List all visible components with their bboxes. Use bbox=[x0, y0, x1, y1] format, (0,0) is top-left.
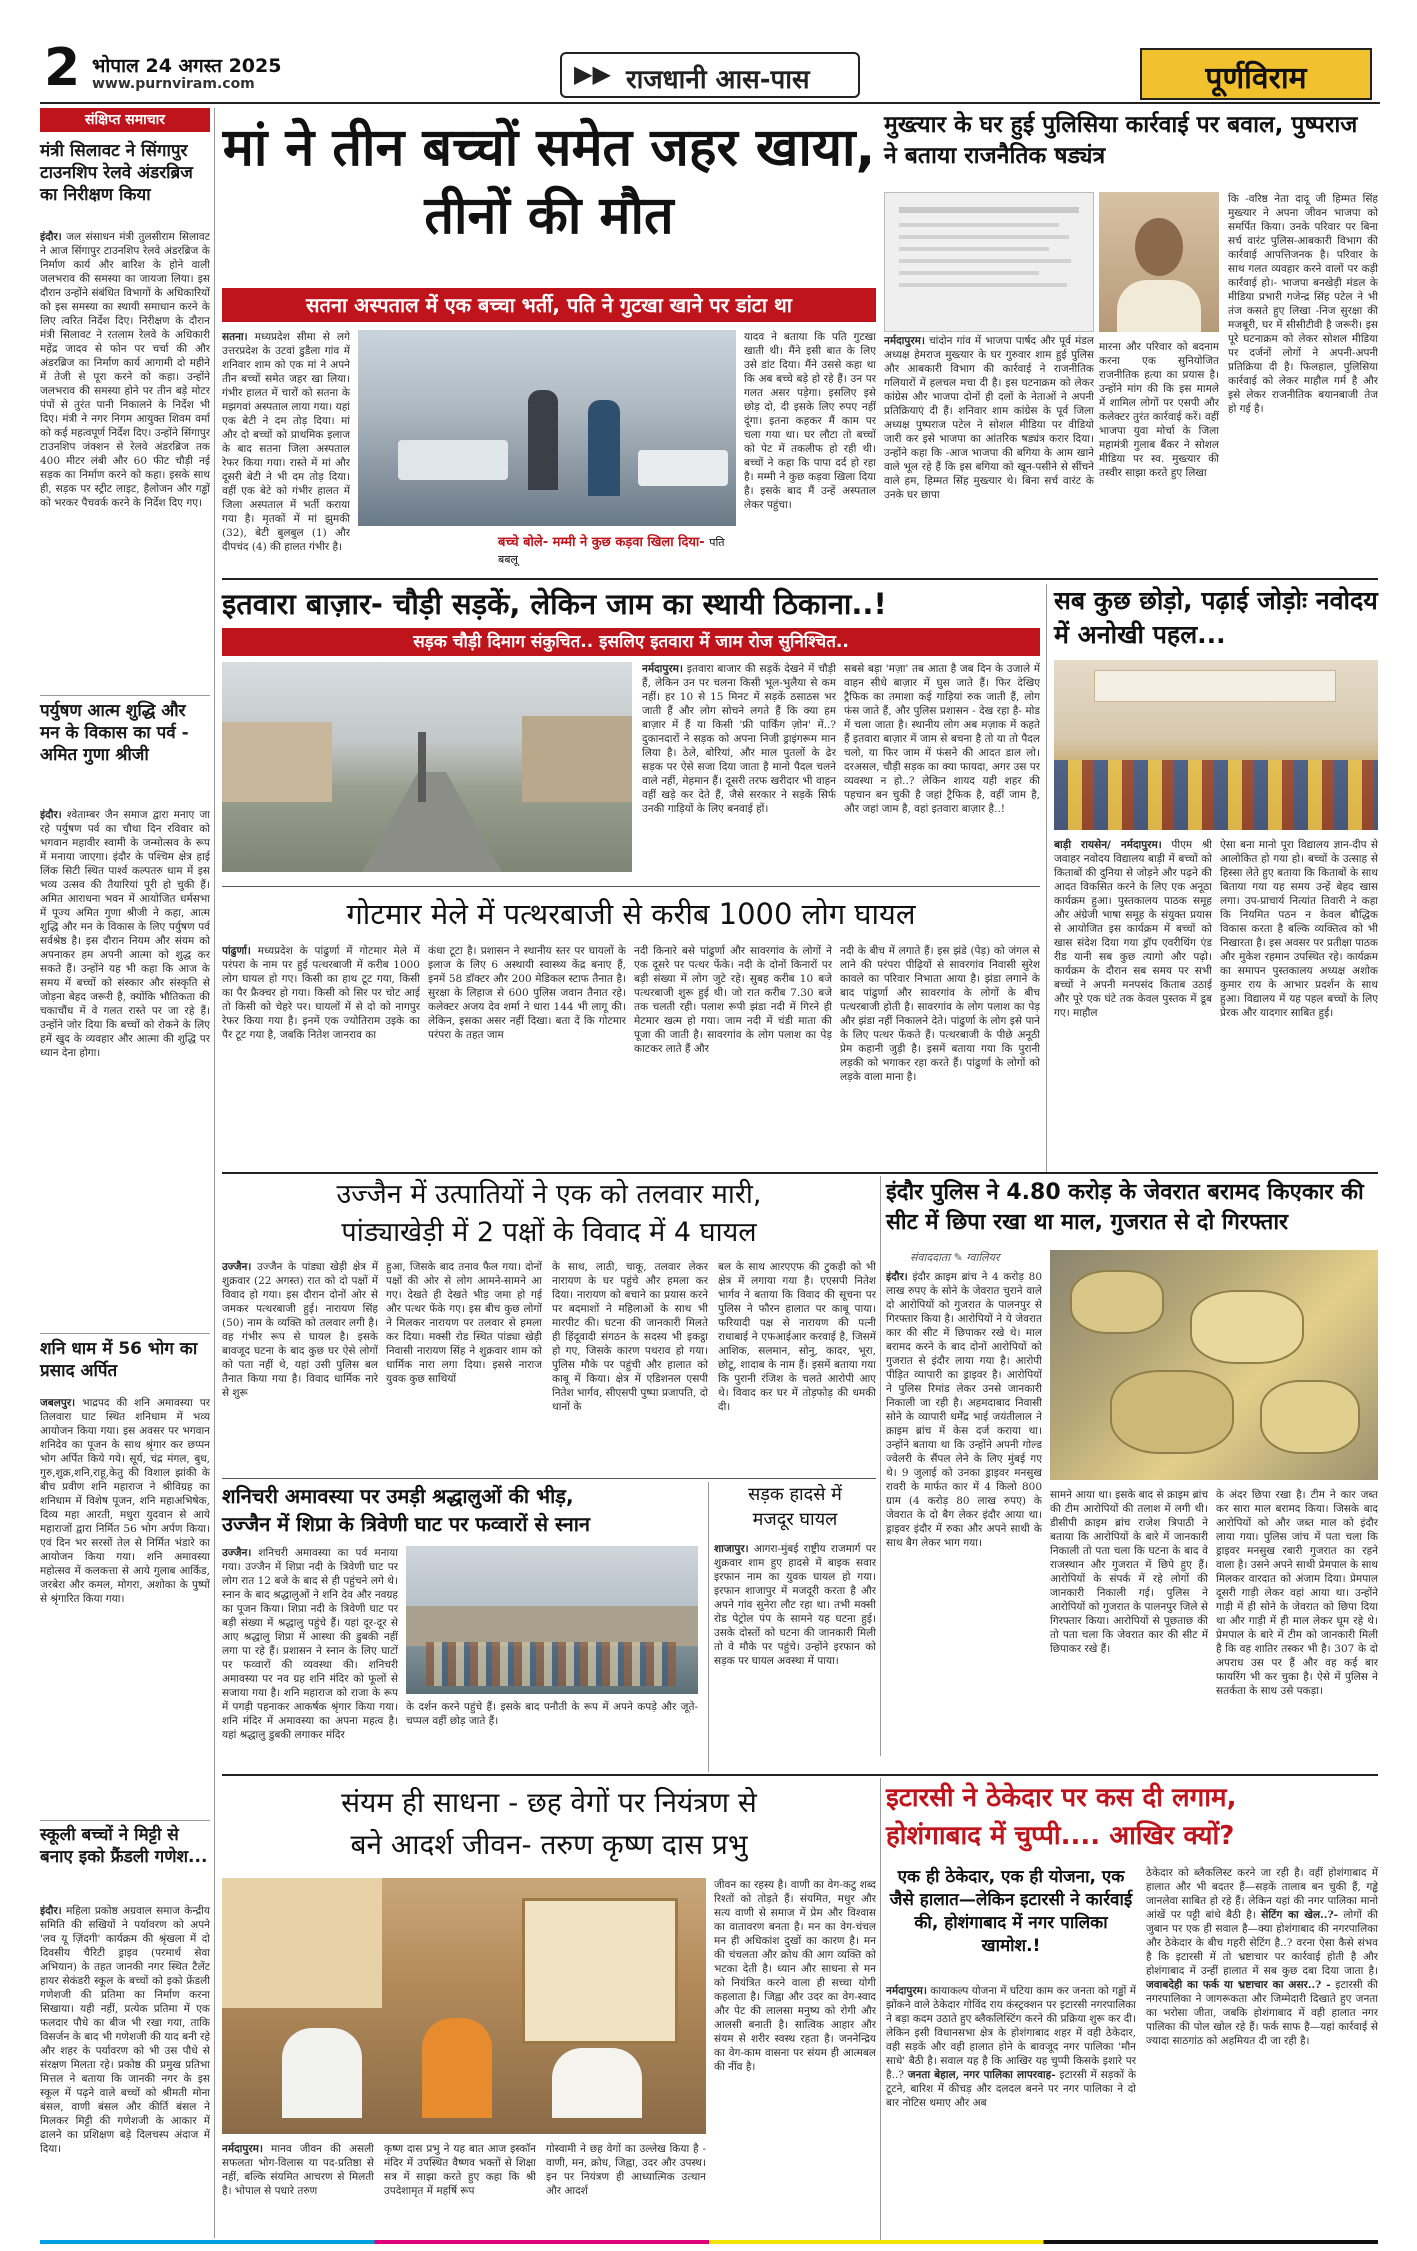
column-rule bbox=[708, 1482, 709, 1772]
poison-col1: सतना। मध्यप्रदेश सीमा से लगे उत्तरप्रदेश के उटवां डुडैला गांव में शनिवार शाम को एक मां ने अपने तीन बच्चों समेत जहर खा लिया। गंभीर हालत में चारों को सतना के मझगवां अस्पताल लाया गया। यहां एक बेटी ने दम तोड़ दिया। मां और दो बच्चों को प्राथमिक इलाज के बाद सतना जिला अस्पताल रेफर किया गया। रास्ते में मां और दूसरी बेटी ने भी दम तोड़ दिया। वहीं एक बेटे को गंभीर हालत में जिला अस्पताल में भर्ती कराया गया है। मृतकों में मां झुमकी (32), बेटी बुलबुल (1) और दीपचंद (4) की हालत गंभीर है। bbox=[222, 331, 350, 553]
headline[interactable]: मुख्त्यार के घर हुई पुलिसिया कार्रवाई पर बवाल, पुष्पराज ने बताया राजनैतिक षड्यंत्र bbox=[884, 112, 1358, 169]
itarsi-col1: नर्मदापुरम। कायाकल्प योजना में घटिया काम कर जनता को गड्ढों में झोंकने वाले ठेकेदार गोविंद राय कंस्ट्रक्शन पर इटारसी नगरपालिका ने बड़ा कदम उठाते हुए ब्लैकलिस्टिंग करने की प्रक्रिया शुरू कर दी। लेकिन इसी विधानसभा क्षेत्र के होशंगाबाद शहर में वही ठेकेदार, वही सड़कें और वही हालात होने के बावजूद नगर पालिका 'मौन साधे' बैठी है। सवाल यह है कि आखिर यह चुप्पी किसके इशारे पर है..? जनता बेहाल, नगर पालिका लापरवाह- इटारसी में सड़कों के टूटने, बारिश में कीचड़ और दलदल बनने पर नगर पालिका ने दो बार नोटिस थमाए और अब bbox=[886, 1985, 1136, 2109]
photo-caption bbox=[498, 534, 738, 568]
indore-col2: सामने आया था। इसके बाद से क्राइम ब्रांच की टीम आरोपियों की तलाश में लगी थी। डीसीपी क्राइम ब्रांच राजेश त्रिपाठी ने बताया कि आरोपियों के बारे में जानकारी निकाली तो पता चला कि घटना के बाद वे राजस्थान और गुजरात में छिपे हुए हैं। आरोपियों के संपर्क में रहे लोगों की जानकारी निकाली गई। पुलिस ने आरोपियों को गुजरात के पालनपुर जिले से गिरफ्तार किया। आरोपियों से पूछताछ की तो पता चला कि जेवरात कार की सीट में छिपाकर रखे हैं। bbox=[1050, 1489, 1208, 1655]
itwara-col2: सबसे बड़ा 'मज़ा' तब आता है जब दिन के उजाले में वाहन सीधे बाज़ार में घुस जाते हैं। फिर देखिए ट्रैफिक का तमाशा कई गाड़ियां रुक जाती हैं, लोग फंस जाते हैं, और पुलिस प्रशासन - देख रहा है- मोड में चला जाता है। स्थानीय लोग अब मज़ाक में कहते हैं इतवारा बाज़ार में जाम से बचना है तो या तो पैदल चलो, या फिर जाम में फंसने की आदत डाल लो। दरअसल, चौड़ी सड़क का क्या फायदा, अगर उस पर व्यवस्था न हो..? लेकिन शायद यही शहर की पहचान बन चुकी है जहां ट्रैफिक है, वहीं जाम है, और जहां जाम है, वहां इतवारा बाज़ार है..! bbox=[844, 663, 1040, 815]
section-title: राजधानी आस-पास bbox=[626, 65, 810, 95]
ujjain-col3: के साथ, लाठी, चाकू, तलवार लेकर नारायण के घर पहुंचे और हमला कर दिया। नारायण को बचाने का प्रयास करने पर बदमाशों ने महिलाओं के साथ भी मारपीट की। घटना की जानकारी मिलते ही हिंदूवादी संगठन के सदस्य भी इकट्ठा हो गए, जिसके कारण पथराव हो गया। पुलिस मौके पर पहुंची और हालात को काबू में किया। क्षेत्र में एडिशनल एसपी नितेश भार्गव, सीएसपी पुष्पा प्रजापति, दो थानों के bbox=[552, 1261, 708, 1413]
sidebar-divider bbox=[40, 1820, 210, 1821]
row-divider bbox=[222, 1774, 1378, 1776]
navodaya-col2: ऐसा बना मानो पूरा विद्यालय ज्ञान-दीप से आलोकित हो गया हो। बच्चों के उत्साह से हिस्सा लेते हुए बताया कि किताबों के साथ बिताया गया यह समय उन्हें बेहद खास लगा। उप-प्राचार्य नित्यांत तिवारी ने कहा कि नियमित पठन न केवल बौद्धिक विकास करता है बल्कि व्यक्तित्व को भी निखारता है। इस अवसर पर प्रतीक्षा पाठक और मुकेश रहमान उपस्थित रहे। कार्यक्रम का समापन पुस्तकालय अध्यक्ष अशोक कुमार राय के आभार प्रदर्शन के साथ हुआ। विद्यालय में यह पहल बच्चों के लिए प्रेरक और यादगार साबित हुई। bbox=[1220, 839, 1378, 1019]
sidebar-divider bbox=[40, 1333, 210, 1334]
caption-text: बच्चे बोले- मम्मी ने कुछ कड़वा खिला दिया- bbox=[498, 535, 705, 550]
subhead: सड़क चौड़ी दिमाग संकुचित.. इसलिए इतवारा में जाम रोज सुनिश्चित.. bbox=[222, 628, 1040, 656]
students-photo bbox=[1054, 660, 1378, 830]
headline-line1[interactable]: शनिचरी अमावस्या पर उमड़ी श्रद्धालुओं की भीड़, bbox=[222, 1484, 574, 1508]
brand-name: पूर्णविराम bbox=[1205, 61, 1307, 96]
headline[interactable]: इंदौर पुलिस ने 4.80 करोड़ के जेवरात बरामद किएकार की सीट में छिपा रखा था माल, गुजरात से दो गिरफ्तार bbox=[886, 1180, 1364, 1235]
police-col3: कि -वरिष्ठ नेता दादू जी हिम्मत सिंह मुख्त्यार ने अपना जीवन भाजपा को समर्पित किया। उनके परिवार पर बिना सर्च वारंट पुलिस-आबकारी विभाग की कार्रवाई आपत्तिजनक है। परिवार के साथ गलत व्यवहार करने वालों पर कड़ी कार्रवाई हो।- भाजपा बनखेड़ी मंडल के मीडिया प्रभारी गजेन्द्र सिंह पटेल ने भी तंज कसते हुए लिखा -निज सुरक्षा की मजबूरी, घर में सीसीटीवी है जरूरी। इस पूरे घटनाक्रम को लेकर सोशल मीडिया पर दर्जनों लोगों ने अपनी-अपनी प्रतिक्रिया दी है। फिलहाल, पुलिसिया कार्रवाई को लेकर माहौल गर्म है और इसे लेकर राजनीतिक बयानबाजी तेज हो गई है। bbox=[1228, 193, 1378, 415]
brief-news-sidebar bbox=[40, 108, 210, 2238]
sidebar-story1-body: इंदौर। जल संसाधन मंत्री तुलसीराम सिलावट ने आज सिंगापुर टाउनशिप रेलवे अंडरब्रिज के निर्माण कार्य और बारिश के होने वाली जलभराव की समस्या का जायजा लिया। इस दौरान उन्होंने संबंधित विभागों के अधिकारियों को इस समस्या का स्थायी समाधान करने के लिए त्वरित निर्देश दिए। निरीक्षण के दौरान मंत्री सिलावट ने रतलाम रेलवे के अधिकारी महेंद्र जादव से फोन पर चर्चा की और अंडरब्रिज का निर्माण कार्य आगामी दो महीने में तेजी से पूरा करने को कहा। उन्होंने जलभराव की समस्या होने पर तीन बड़े मोटर पंपों से तुरंत पानी निकालने के निर्देश भी दिए। मंत्री ने नगर निगम आयुक्त शिवम वर्मा को कई महत्वपूर्ण निर्देश दिए। उन्होंने सिंगापुर टाउनशिप जंक्शन से रेलवे अंडरब्रिज तक 400 मीटर लंबी और 60 फीट चौड़ी नई सड़क का निर्माण करने को कहा। इसके साथ ही, सड़क पर स्ट्रीट लाइट, हैलोजन और गड्ढों को भरकर पैचवर्क करने के निर्देश दिए गए। bbox=[40, 231, 210, 509]
gotmar-col1: पांढुर्णा। मध्यप्रदेश के पांढुर्णा में गोटमार मेले में परंपरा के नाम पर हुई पत्थरबाजी में करीब 1000 लोग घायल हो गए। किसी का हाथ टूट गया, किसी का पैर फ्रैक्चर हो गया। किसी को सिर पर चोट आई तो किसी को चेहरे पर। घायलों में से दो को नागपुर रेफर किया गया है। इनमें एक ज्योतिराम उइके का पैर टूट गया है, जबकि नितेश जानराव का bbox=[222, 945, 420, 1041]
sidebar-story4-title[interactable]: स्कूली बच्चों ने मिट्टी से बनाए इको फ्रैंडली गणेश... bbox=[40, 1825, 208, 1867]
headline-line2[interactable]: मजदूर घायल bbox=[752, 1509, 838, 1530]
headline-line1[interactable]: सड़क हादसे में bbox=[748, 1484, 842, 1505]
headline[interactable]: इतवारा बाज़ार- चौड़ी सड़कें, लेकिन जाम का स्थायी ठिकाना..! bbox=[222, 587, 887, 621]
itwara-col1: नर्मदापुरम। इतवारा बाजार की सड़कें देखने में चौड़ी हैं, लेकिन उन पर चलना किसी भूल-भुलैया से कम नहीं। हर 10 से 15 मिनट में सड़कें ठसाठस भर जाती हैं और लोग सोचने लगते हैं कि क्या हम बाज़ार में हैं या किसी 'फ्री पार्किंग ज़ोन' में..? दुकानदारों ने सड़क को अपना निजी ड्राइंगरूम मान लिया है। ठेले, बोरियां, और माल पुतलों के ढेर सड़क पर ऐसे सजा दिया जाता है मानो पैदल चलने वाले नहीं, मेहमान हैं। दूसरी तरफ खरीदार भी वाहन वहीं खड़े कर देते हैं, जैसे सरकार ने सड़कें सिर्फ उनकी गाड़ियों के लिए बनवाई हों। bbox=[642, 663, 836, 815]
headline-line2[interactable]: पांड्याखेड़ी में 2 पक्षों के विवाद में 4 घायल bbox=[341, 1217, 757, 1248]
shani-col2: के दर्शन करने पहुंचे हैं। इसके बाद पनौती के रूप में अपने कपड़े और जूते-चप्पल वहीं छोड़ जाते हैं। bbox=[406, 1701, 698, 1727]
headline-line1[interactable]: इटारसी ने ठेकेदार पर कस दी लगाम, bbox=[886, 1783, 1237, 1813]
row-divider bbox=[222, 1172, 1378, 1174]
story-sanyam bbox=[222, 1778, 876, 2240]
subhead: सतना अस्पताल में एक बच्चा भर्ती, पति ने गुटखा खाने पर डांटा था bbox=[222, 288, 876, 322]
headline-line1[interactable]: उज्जैन में उत्पातियों ने एक को तलवार मारी, bbox=[336, 1179, 762, 1210]
sidebar-story2-body: इंदौर। श्वेताम्बर जैन समाज द्वारा मनाए जा रहे पर्युषण पर्व का चौथा दिन रविवार को भगवान महावीर स्वामी के जन्मोत्सव के रूप में मनाया जाएगा। इंदौर के पश्चिम क्षेत्र हाई लिंक सिटी स्थित पार्श्व कल्पतरु धाम में इस भव्य उत्सव की तैयारियां पूरी हो चुकी हैं। अमित आराधना भवन में आयोजित धर्मसभा में पूज्य अमित गुणा श्रीजी ने कहा, आत्म शुद्धि और मन के विकास के लिए पर्युषण पर्व सर्वश्रेष्ठ है। इस दौरान नियम और संयम को अपनाकर हम अपनी आत्मा को शुद्ध कर सकते हैं। उन्होंने यह भी कहा कि आज के समय में बच्चों को संस्कार और संस्कृति से जोड़ना बेहद जरूरी है, क्योंकि भौतिकता की चकाचौंध में वे गलत रास्ते पर जा रहे हैं। उन्होंने जोर दिया कि बच्चों को रोकने के लिए हमें खुद के व्यवहार और आत्मा की शुद्धि पर ध्यान देना होगा। bbox=[40, 809, 210, 1059]
sidebar-divider bbox=[40, 695, 210, 696]
story-poison bbox=[222, 110, 876, 580]
headline-line1[interactable]: संयम ही साधना - छह वेगों पर नियंत्रण से bbox=[341, 1786, 757, 1819]
story-gotmar bbox=[222, 890, 1040, 1170]
navodaya-col1: बाड़ी रायसेन/ नर्मदापुरम। पीएम श्री जवाहर नवोदय विद्यालय बाड़ी में बच्चों को किताबों की दुनिया से जोड़ने और पढ़ने की आदत विकसित करने के लिए एक अनूठा कार्यक्रम हुआ। पुस्तकालय पाठक समूह और अंग्रेजी भाषा समूह के संयुक्त प्रयास से आयोजित इस कार्यक्रम में बच्चों को खास संदेश दिया गया ड्रॉप एवरीथिंग एंड रीड यानी सब कुछ त्यागो और पढ़ो। कार्यक्रम के दौरान सब समय पर सभी बच्चों ने अपनी मनपसंद किताब उठाई और पूरे एक घंटे तक केवल पुस्तक में डूब गए। माहौल bbox=[1054, 839, 1212, 1019]
masthead-url[interactable]: www.purnviram.com bbox=[92, 76, 255, 92]
byline: संवाददाता ✎ ग्वालियर bbox=[910, 1251, 1000, 1264]
shani-col1: उज्जैन। शनिचरी अमावस्या का पर्व मनाया गया। उज्जैन में शिप्रा नदी के त्रिवेणी घाट पर लोग रात 12 बजे के बाद से ही पहुंचने लगे थे। स्नान के बाद श्रद्धालुओं ने शनि देव और नवग्रह का पूजन किया। शिप्रा नदी के त्रिवेणी घाट पर बड़ी संख्या में श्रद्धालु पहुंचे हैं। यहां दूर-दूर से आए श्रद्धालु शिप्रा में आस्था की डुबकी नहीं लगा पा रहे हैं। प्रशासन ने स्नान के लिए घाटों पर फव्वारों की व्यवस्था की। शनिचरी अमावस्या पर नव ग्रह शनि मंदिर को फूलों से सजाया गया है। शनि महाराज को राजा के रूप में पगड़ी पहनाकर आकर्षक श्रृंगार किया गया। शनि मंदिर में अमावस्या का अपना महत्व है। यहां श्रद्धालु डुबकी लगाकर मंदिर bbox=[222, 1547, 398, 1741]
story-itwara bbox=[222, 584, 1040, 884]
sanyam-bottom-col3: गोस्वामी ने छह वेगों का उल्लेख किया है - वाणी, मन, क्रोध, जिह्वा, उदर और उपस्थ। इन पर नियंत्रण ही आध्यात्मिक उत्थान और आदर्श bbox=[546, 2143, 706, 2197]
sanyam-right-col: जीवन का रहस्य है। वाणी का वेग-कटु शब्द रिश्तों को तोड़ते हैं। संयमित, मधुर और सत्य वाणी से समाज में प्रेम और विश्वास का वातावरण बनता है। मन का वेग-चंचल मन ही अधिकांश दुखों का कारण है। मन की चंचलता और क्रोध की आग व्यक्ति को भटका देती है। ध्यान और साधना से मन को नियंत्रित करने वाला ही सच्चा योगी कहलाता है। जिह्वा और उदर का वेग-स्वाद और पेट की लालसा मनुष्य को रोगी और आलसी बनाती है। सात्विक आहार और संयम से शरीर स्वस्थ रहता है। जननेन्द्रिय का वेग-काम वासना पर संयम ही आत्मबल की नींव है। bbox=[714, 1879, 876, 2073]
brief-news-label: संक्षिप्त समाचार bbox=[40, 108, 210, 132]
sanyam-bottom-col2: कृष्ण दास प्रभु ने यह बात आज इस्कॉन मंदिर में उपस्थित वैष्णव भक्तों से शिक्षा सत्र में साझा करते हुए कहा कि श्री उपदेशामृत में महर्षि रूप bbox=[384, 2143, 536, 2197]
row-divider bbox=[222, 886, 1040, 887]
headline-line2[interactable]: होशंगाबाद में चुप्पी.... आखिर क्यों? bbox=[886, 1821, 1235, 1851]
page-number: 2 bbox=[44, 38, 81, 98]
gotmar-col2: कंधा टूटा है। प्रशासन ने स्थानीय स्तर पर घायलों के इलाज के लिए 6 अस्थायी स्वास्थ्य केंद्र बनाए हैं, इनमें 58 डॉक्टर और 200 मेडिकल स्टाफ तैनात है। सुरक्षा के लिहाज से 600 पुलिस जवान तैनात रहे। कलेक्टर अजय देव शर्मा ने धारा 144 भी लागू की। लेकिन, इसका असर नहीं दिखा। बता दें कि गोटमार परंपरा के तहत जाम bbox=[428, 945, 626, 1041]
sidebar-story3-title[interactable]: शनि धाम में 56 भोग का प्रसाद अर्पित bbox=[40, 1339, 198, 1381]
headline[interactable]: गोटमार मेले में पत्थरबाजी से करीब 1000 लोग घायल bbox=[346, 897, 916, 931]
document-photo bbox=[884, 192, 1094, 332]
headline-line2[interactable]: बने आदर्श जीवन- तरुण कृष्ण दास प्रभु bbox=[350, 1828, 748, 1861]
market-photo bbox=[222, 662, 632, 872]
hospital-photo bbox=[358, 330, 736, 526]
sidebar-story3-body: जबलपुर। भाद्रपद की शनि अमावस्या पर तिलवारा घाट स्थित शनिधाम में भव्य आयोजन किया गया। इस अवसर पर भगवान शनिदेव का पूजन के साथ श्रृंगार कर छप्पन भोग अर्पित किये गये। सूर्य, चंद्र मंगल, बुध, गुरु,शुक्र,शनि,राहू,केतु की विशाल झांकी के बीच प्रवीण शनि महाराज ने श्रीविग्रह का शनिधाम में विशेष पूजन, शनि महाअभिषेक, दिव्य महा आरती, मधुरा युदवान से आये महाराजों द्वारा निर्मित 56 भोग अर्पण किया। एवं दिन भर सरसों तेल से निर्मित भंडारे का आयोजन किया गया। शनि अमावस्या महोत्सव में कलकत्ता से आये गुलाब आर्किड, जरबेरा और कमल, मोगरा, अशोका के पुष्पों से श्रृंगारित किया गया। bbox=[40, 1397, 210, 1605]
headline[interactable]: मां ने तीन बच्चों समेत जहर खाया, तीनों की मौत bbox=[222, 118, 876, 246]
section-banner bbox=[560, 52, 860, 98]
ujjain-col1: उज्जैन। उज्जैन के पांड्या खेड़ी क्षेत्र में शुक्रवार (22 अगस्त) रात को दो पक्षों में विवाद हो गया। इस दौरान दोनों ओर से जमकर पत्थरबाजी हुई। नारायण सिंह (50) नाम के व्यक्ति को तलवार लगी है। वह गंभीर रूप से घायल है। इसके बावजूद घटना के बाद कुछ घर ऐसे लोगों को पता नहीं थे, यहां उसी पुलिस बल तैनात किया गया है। विवाद धार्मिक नारे से शुरू bbox=[222, 1261, 378, 1399]
column-rule bbox=[880, 1176, 881, 1756]
sanyam-bottom-col1: नर्मदापुरम। मानव जीवन की असली सफलता भोग-विलास या पद-प्रतिष्ठा से नहीं, बल्कि संयमित आचरण से मिलती है। भोपाल से पधारे तरुण bbox=[222, 2143, 374, 2197]
indore-col1: इंदौर। इंदौर क्राइम ब्रांच ने 4 करोड़ 80 लाख रुपए के सोने के जेवरात चुराने वाले दो आरोपियों को गुजरात के पालनपुर से गिरफ्तार किया है। आरोपियों ने ये जेवरात कार की सीट में छिपाकर रखे थे। माल बरामद करने के बाद दोनों आरोपियों को गुजरात से इंदौर लाया गया है। आरोपी पीड़ित व्यापारी का ड्राइवर है। आरोपियों ने पुलिस रिमांड लेकर उनसे जानकारी निकाली जा रही है। अहमदाबाद निवासी सोने के व्यापारी धर्मेंद्र भाई जयंतीलाल ने क्राइम ब्रांच में केस दर्ज कराया था। उन्होंने बताया था कि उन्होंने अपनी गोल्ड ज्वेलरी के सैंपल लेने के लिए मुंबई गए थे। 9 जुलाई को उनका ड्राइवर मनसुख रावरी के मार्फत कार में 4 किलो 800 ग्राम (4 करोड़ 80 लाख रुपए) के जेवरात के दो बैग लेकर इंदौर आया था। ड्राइवर इंदौर में रुका और अपने साथी के साथ बैग लेकर भाग गया। bbox=[886, 1271, 1042, 1549]
police-col2: मारना और परिवार को बदनाम करना एक सुनियोजित राजनीतिक हत्या का प्रयास है। उन्होंने मांग की कि इस मामले में शामिल लोगों पर एसपी और कलेक्टर तुरंत कार्रवाई करें। वहीं भाजपा युवा मोर्चा के जिला महामंत्री गुलाब बैंकर ने सोशल मीडिया पर स्व. मुख्त्यार की तस्वीर साझा करते हुए लिखा bbox=[1099, 341, 1219, 479]
caption-tail: पति बबलू bbox=[498, 536, 725, 566]
story-ujjain-sword bbox=[222, 1176, 876, 1476]
gotmar-col4: नदी के बीच में लगाते हैं। इस झंडे (पेड़) को जंगल से लाने की परंपरा पीढ़ियों से सावरगांव निवासी सुरेश कावले का परिवार निभाता आया है। झंडा लगाने के बाद पांढुर्णा और सावरगांव के लोगों के बीच पत्थरबाजी होती है। सावरगांव के लोग पलाश का पेड़ और झंडा नहीं निकालने देते। पांढुर्णा के लोग इसे पाने के लिए पत्थर फेंकते हैं। पत्थरबाजी के पीछे अनूठी प्रेम कहानी जुड़ी है। इसमें बताया गया कि पुरानी लड़की को भगाकर रहा करते हैं। पांढुर्णा के लोगों को लड़के वाला माना है। bbox=[840, 945, 1040, 1083]
story-indore-police bbox=[886, 1178, 1378, 1758]
police-col1-main: नर्मदापुरम। चांदोन गांव में भाजपा पार्षद और पूर्व मंडल अध्यक्ष हेमराज मुख्त्यार के घर गुरुवार शाम हुई पुलिस और आबकारी विभाग की कार्रवाई ने राजनीतिक गलियारों में हलचल मचा दी है। इस घटनाक्रम को लेकर कांग्रेस और भाजपा दोनों ही दलों के नेताओं ने अपनी प्रतिक्रियाएं दी हैं। शनिवार शाम कांग्रेस के पूर्व जिला अध्यक्ष पुष्पराज पटेल ने सोशल मीडिया पर वीडियो जारी कर इसे भाजपा का आंतरिक षड्यंत्र करार दिया। उन्होंने कहा कि -आज भाजपा की बगिया के आम खाने वाले भूल रहे हैं कि इस बगिया को खून-पसीने से सींचने वाले हम, हिम्मत सिंह मुख्त्यार थे। बिना सर्च वारंट के उनके घर छापा bbox=[884, 335, 1094, 501]
itarsi-col2: ठेकेदार को ब्लैकलिस्ट करने जा रही है। वहीं होशंगाबाद में हालात और भी बदतर हैं—सड़कें तालाब बन चुकी हैं, गड्ढे जानलेवा साबित हो रहे हैं। लेकिन यहां की नगर पालिका मानो आंखें पर पट्टी बांधे बैठी है। सेटिंग का खेल..?- लोगों की जुबान पर एक ही सवाल है—क्या होशंगाबाद की नगरपालिका और ठेकेदार के बीच गहरी सेटिंग है..? वरना ऐसा कैसे संभव है कि इटारसी में तो भ्रष्टाचार पर कार्रवाई होती है और होशंगाबाद में उन्हीं हालात में सब कुछ दबा दिया जाता है। जवाबदेही का फर्क या भ्रष्टाचार का असर..? - इटारसी की नगरपालिका ने जागरूकता और जिम्मेदारी दिखाते हुए जनता का भरोसा जीता, जबकि होशंगाबाद में वही हालात नगर पालिका की पोल खोल रहे हैं। फर्क साफ है—यहां कार्रवाई से ज्यादा साठगांठ को अहमियत दी जा रही है। bbox=[1146, 1867, 1378, 2047]
poison-col2: यादव ने बताया कि पति गुटखा खाती थी। मैंने इसी बात के लिए उसे डांट दिया। मैंने उससे कहा था कि अब बच्चे बड़े हो रहे हैं। उन पर गलत असर पड़ेगा। इसलिए इसे छोड़ दो, दी इसके लिए रुपए नहीं दूंगा। इतना कहकर मैं काम पर चला गया था। घर लौटा तो बच्चों को पेट में तकलीफ हो रही थी। बच्चों ने कहा कि पापा दर्द हो रहा है। मम्मी ने कुछ कड़वा खिला दिया है। इसके बाद मैं उन्हें अस्पताल लेकर पहुंचा। bbox=[744, 331, 876, 511]
column-rule bbox=[880, 1778, 881, 2240]
headline-line2[interactable]: उज्जैन में शिप्रा के त्रिवेणी घाट पर फव्वारों से स्नान bbox=[222, 1512, 591, 1536]
ujjain-col4: बल के साथ आरएएफ की टुकड़ी को भी क्षेत्र में लगाया गया है। एएसपी नितेश भार्गव ने बताया कि विवाद की सूचना पर पुलिस ने फौरन हालात पर काबू पाया। फरियादी पक्ष से नारायण की पत्नी राधाबाई ने एफआईआर करवाई है, जिसमें आशिक, सलमान, सोनु, कादर, भूरा, छोटू, शादाब के नाम हैं। इसमें बताया गया कि पुरानी रंजिश के चलते आरोपी आए थे। विवाद कर घर में तोड़फोड़ की धमकी दी। bbox=[718, 1261, 876, 1413]
portrait-photo bbox=[1099, 192, 1219, 332]
brand-logo bbox=[1140, 48, 1372, 100]
column-rule bbox=[1046, 584, 1047, 1174]
masthead-date: भोपाल 24 अगस्त 2025 bbox=[92, 55, 282, 77]
row-divider bbox=[222, 1478, 876, 1479]
ujjain-col2: हुआ, जिसके बाद तनाव फैल गया। दोनों पक्षों की ओर से लोग आमने-सामने आ गए। देखते ही देखते भीड़ जमा हो गई और पत्थर फेंके गए। इस बीच कुछ लोगों ने मिलकर नारायण पर तलवार से हमला कर दिया। मक्सी रोड स्थित पांड्या खेड़ी निवासी नारायण सिंह ने शुक्रवार शाम को धार्मिक नारा लगा दिया। इससे नाराज युवक कुछ साथियों bbox=[386, 1261, 542, 1385]
pullquote: एक ही ठेकेदार, एक ही योजना, एक जैसे हालात—लेकिन इटारसी ने कार्रवाई की, होशंगाबाद में नगर पालिका खामोश.! bbox=[889, 1867, 1133, 1956]
sidebar-story2-title[interactable]: पर्युषण आत्म शुद्धि और मन के विकास का पर्व - अमित गुणा श्रीजी bbox=[40, 701, 189, 765]
print-color-strip bbox=[40, 2240, 1378, 2244]
accident-body: शाजापुर। आगरा-मुंबई राष्ट्रीय राजमार्ग पर शुक्रवार शाम हुए हादसे में बाइक सवार इरफान नाम का युवक घायल हो गया। इरफान शाजापुर में मजदूरी करता है और अपने गांव सुनेरा लौट रहा था। तभी मक्सी रोड पेट्रोल पंप के सामने यह घटना हुई। उसके दोस्तों को घटना की जानकारी मिली तो वे मौके पर पहुंचे। उन्होंने इरफान को सड़क पर घायल अवस्था में पाया। bbox=[714, 1543, 876, 1667]
double-chevron-icon: ▶▶ bbox=[574, 60, 611, 88]
sidebar-column-rule bbox=[214, 108, 215, 2238]
gotmar-col3: नदी किनारे बसे पांढुर्णा और सावरगांव के लोगों ने एक दूसरे पर पत्थर फेंके। नदी के दोनों किनारों पर बड़ी संख्या में लोग जुटे रहे। सुबह करीब 10 बजे पत्थरबाजी शुरू हुई थी। जो रात करीब 7.30 बजे तक चलती रही। पलाश रूपी झंडा नदी में गिरने ही मेटमार खत्म हो गया। जाम नदी में चंडी माता की पूजा की जाती है। सावरगांव के लोग पलाश का पेड़ काटकर लाते हैं और bbox=[634, 945, 832, 1055]
sidebar-story1-title[interactable]: मंत्री सिलावट ने सिंगापुर टाउनशिप रेलवे अंडरब्रिज का निरीक्षण किया bbox=[40, 141, 193, 205]
temple-photo bbox=[222, 1878, 706, 2134]
story-accident bbox=[714, 1482, 876, 1772]
masthead bbox=[0, 0, 1417, 106]
indore-col3: के अंदर छिपा रखा है। टीम ने कार जब्त कर सारा माल बरामद किया। जिसके बाद आरोपियों को और जब्त माल को इंदौर लाया गया। पुलिस जांच में पता चला कि ड्राइवर मनसुख रबारी गुजरात का रहने वाला है। उसने अपने साथी प्रेमपाल के साथ मिलकर वारदात को अंजाम दिया। प्रेमपाल दूसरी गाड़ी लेकर वहां आया था। उन्होंने गाड़ी में ही सोने के जेवरात को छिपा दिया था और गाड़ी में ही माल लेकर घूम रहे थे। प्रेमपाल के बारे में टीम को जानकारी मिली है कि वह शातिर तस्कर भी है। 307 के दो अपराध उस पर हैं और वह कई बार फायरिंग भी कर चुका है। ऐसे में पुलिस ने सतर्कता के साथ उसे पकड़ा। bbox=[1216, 1489, 1378, 1697]
story-shani-ujjain bbox=[222, 1482, 702, 1772]
story-navodaya bbox=[1054, 584, 1378, 1164]
ghat-photo bbox=[406, 1546, 698, 1694]
story-itarsi bbox=[886, 1780, 1378, 2240]
masthead-rule bbox=[40, 102, 1380, 104]
sidebar-story4-body: इंदौर। महिला प्रकोष्ठ अग्रवाल समाज केन्द्रीय समिति की सखियों ने पर्यावरण को अपने 'लव यू ज़िंदगी' कार्यक्रम की श्रृंखला में दो दिवसीय चैरिटी ड्राइव (परमार्थ सेवा अभियान) के तहत जानकी नगर स्थित टैलेंट हायर सेकंडरी स्कूल के बच्चों को इको फ्रेंडली गणेशजी की प्रतिमा का निर्माण करना सिखाया। यही नहीं, प्रत्येक प्रतिमा में एक फलदार पौधे का बीज भी रखा गया, ताकि विसर्जन के बाद भी गणेशजी की याद बनी रहे और शहर के पर्यावरण को भी उस पौधे से संरक्षण मिलता रहे। प्रकोष्ठ की प्रमुख प्रतिभा मित्तल ने बताया कि जानकी नगर के इस स्कूल में पढ़ने वाले बच्चों को श्रीमती मोना बंसल, वाणी बंसल और कीर्ति बंसल ने मिलकर मिट्टी की गणेशजी के आकार में ढालने का प्रशिक्षण बड़े दिलचस्प अंदाज में दिया। bbox=[40, 1905, 210, 2155]
row-divider bbox=[222, 578, 1378, 580]
headline[interactable]: सब कुछ छोड़ो, पढ़ाई जोड़ोः नवोदय में अनोखी पहल... bbox=[1054, 586, 1378, 649]
jewellery-photo bbox=[1050, 1250, 1378, 1480]
pencil-icon: ✎ bbox=[953, 1251, 963, 1264]
